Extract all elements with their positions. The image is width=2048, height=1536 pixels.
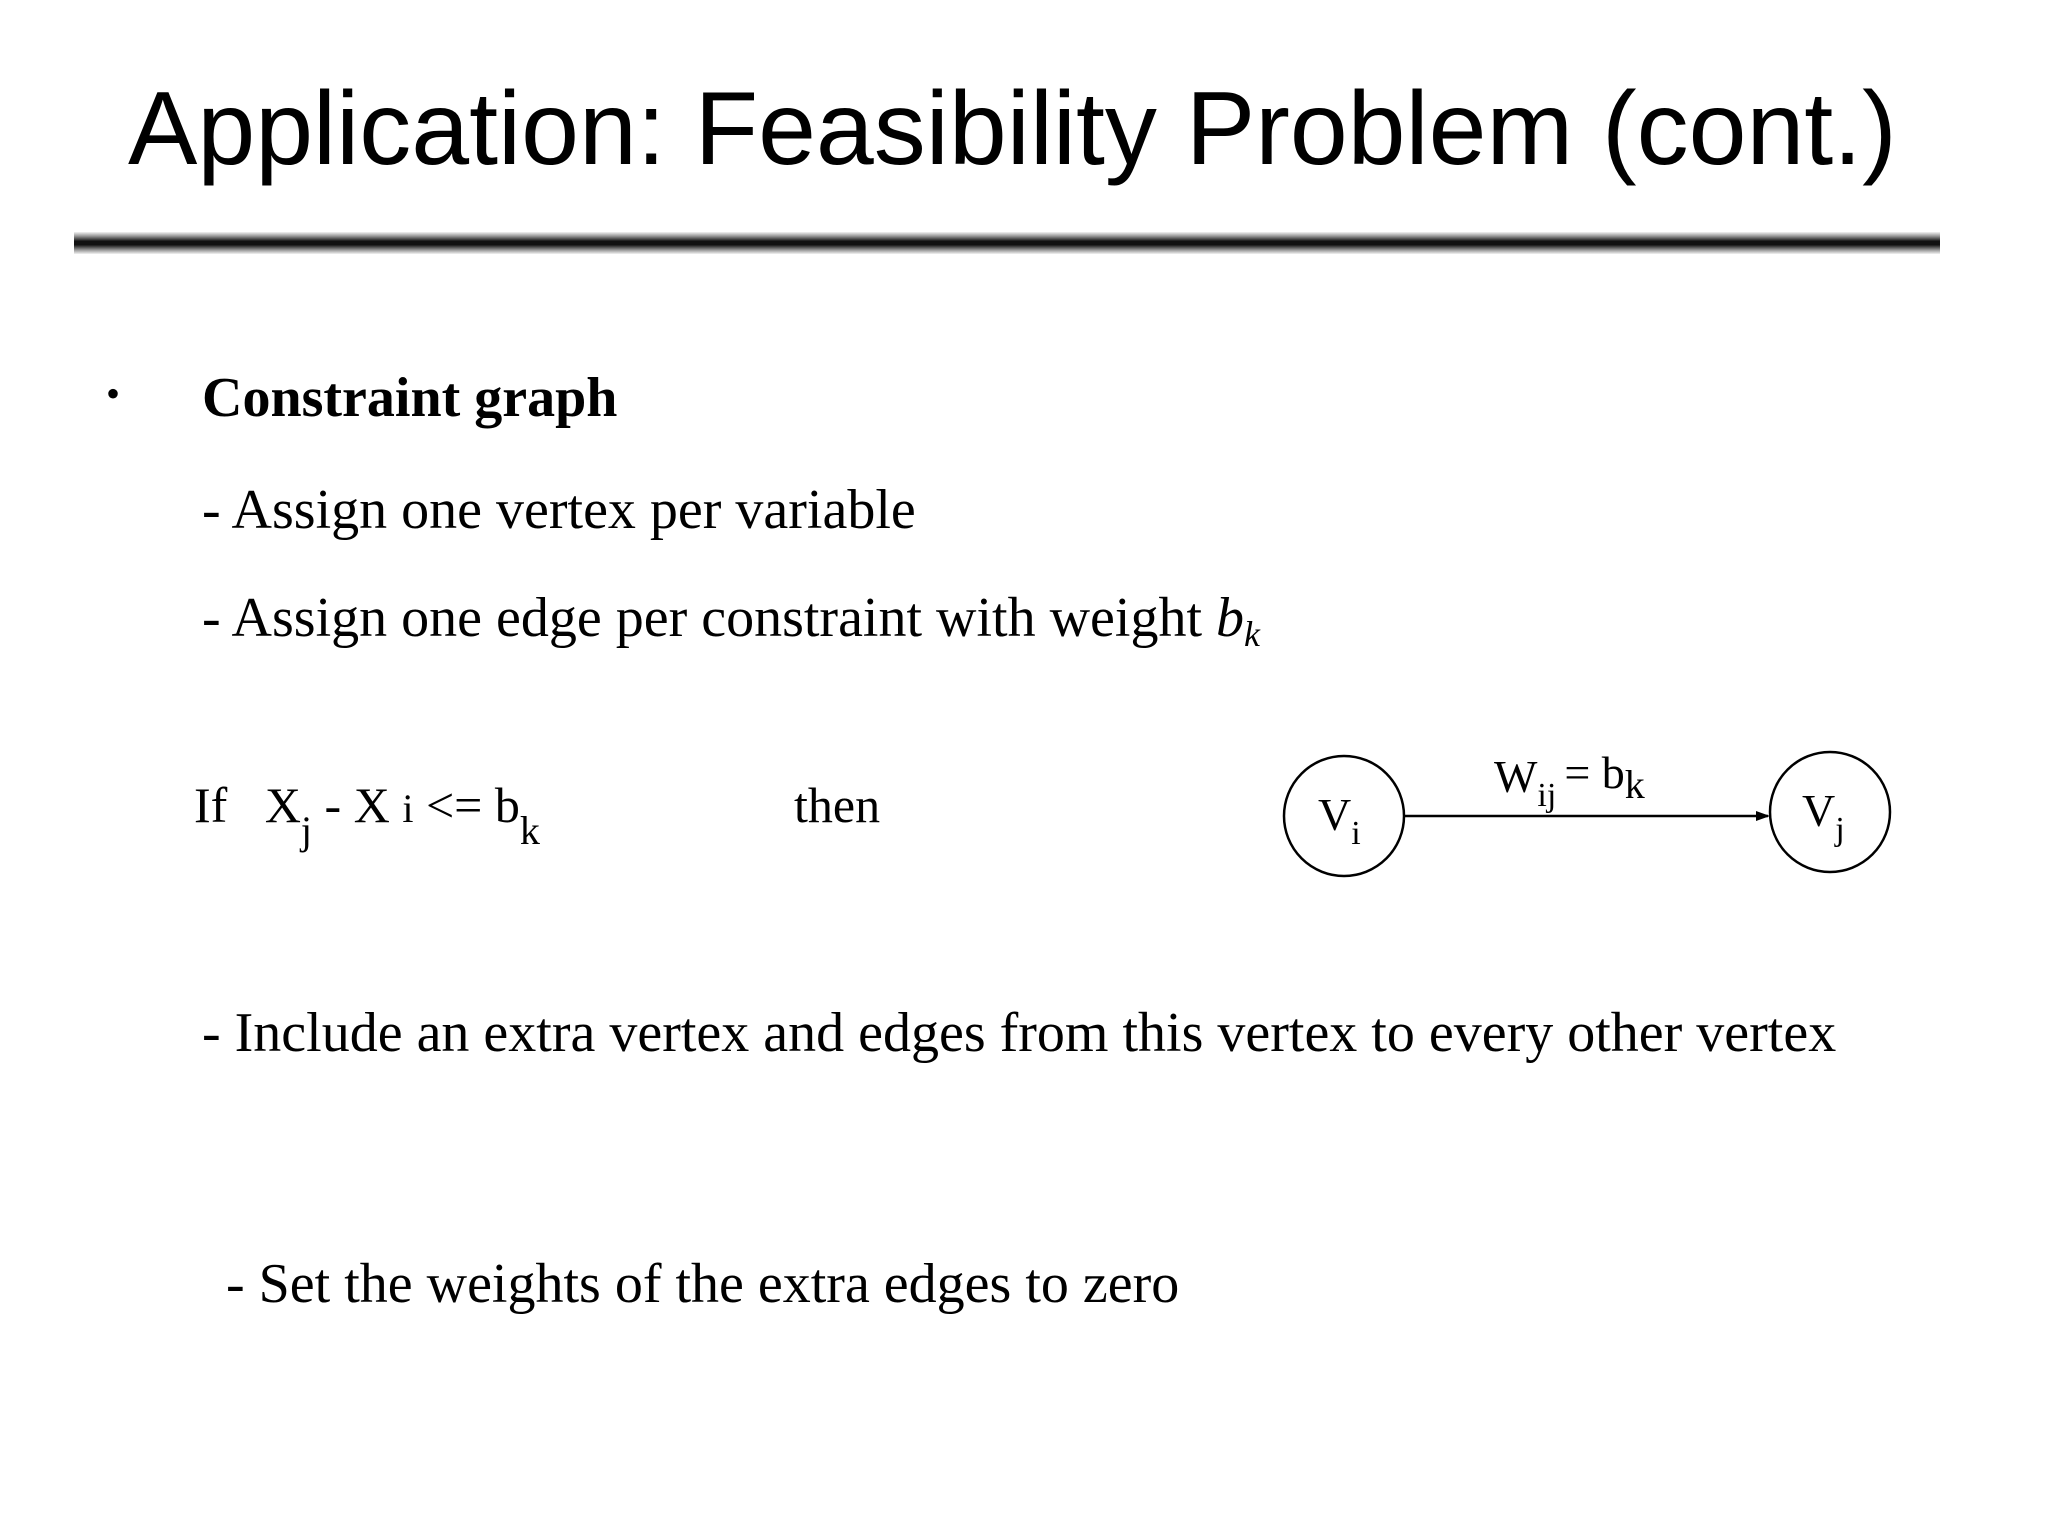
vertex-vj-label: $V_j$	[1802, 785, 1845, 848]
weight-var: b	[1216, 587, 1245, 649]
weight-sub: k	[1244, 614, 1260, 654]
constraint-expression	[194, 777, 540, 853]
slide-title: Application: Feasibility Problem (cont.)	[128, 71, 1897, 187]
line-set-weights: - Set the weights of the extra edges to zero	[226, 1253, 1180, 1315]
vertex-vi-label: $V_i$	[1318, 789, 1361, 852]
bullet-icon: •	[106, 371, 121, 416]
constraint-bk-sub: k	[519, 808, 540, 853]
constraint-minus-xi: - X	[312, 777, 403, 833]
line-assign-vertex: - Assign one vertex per variable	[202, 479, 916, 541]
line-assign-edge	[202, 587, 1260, 654]
constraint-leq: <= b	[413, 777, 520, 833]
edge-weight-label: $W_{ij}$ = bk	[1494, 747, 1645, 814]
line-include-extra-vertex: - Include an extra vertex and edges from this vertex to every other vertex	[202, 1002, 1837, 1064]
then-label: then	[794, 777, 881, 833]
line-assign-edge-text: - Assign one edge per constraint with weight	[202, 587, 1217, 649]
constraint-xi-sub: i	[402, 786, 414, 831]
constraint-if: If	[194, 777, 228, 833]
weight-symbol	[1216, 587, 1260, 654]
constraint-edge-diagram	[1270, 730, 1910, 890]
title-divider	[74, 232, 1940, 254]
bullet-heading: Constraint graph	[202, 367, 618, 429]
constraint-xj: X	[264, 777, 301, 833]
constraint-xj-sub: j	[300, 808, 313, 853]
